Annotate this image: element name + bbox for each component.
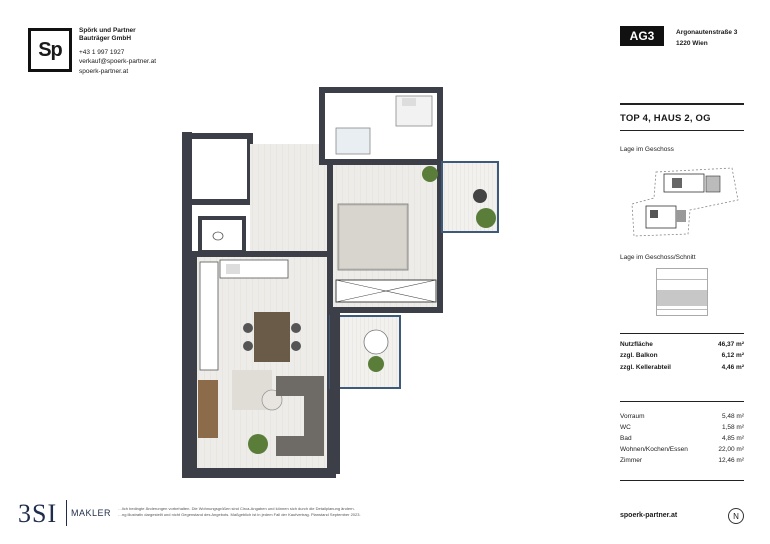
chair: [291, 341, 301, 351]
plant-icon: [248, 434, 268, 454]
company-phone[interactable]: +43 1 997 1927: [79, 49, 125, 56]
project-city: 1220 Wien: [676, 40, 708, 47]
wall-west: [182, 132, 192, 478]
storage-room: [188, 136, 250, 202]
divider: [620, 130, 744, 131]
kitchen-counter: [200, 262, 218, 370]
area-row: zzgl. Kellerabteil 4,46 m²: [620, 364, 744, 371]
compass-icon: N: [728, 508, 744, 524]
company-name: [79, 27, 136, 43]
company-contact: [79, 48, 156, 76]
makler-logo: 3SI: [18, 499, 58, 528]
company-email[interactable]: verkauf@spoerk-partner.at: [79, 58, 157, 66]
project-street: Argonautenstraße 3: [676, 29, 738, 36]
divider: [620, 480, 744, 481]
room-row: Zimmer 12,46 m²: [620, 457, 744, 464]
divider: [620, 103, 744, 105]
sink-icon: [226, 264, 240, 274]
tv-unit: [198, 380, 218, 438]
company-name-line1: Spörk und Partner: [79, 27, 136, 34]
company-logo: Sp: [28, 28, 72, 72]
area-row: Nutzfläche 46,37 m²: [620, 341, 744, 348]
loggia: [330, 316, 400, 388]
balcony-table: [473, 189, 487, 203]
dining-table: [254, 312, 290, 362]
project-badge: AG3: [620, 26, 664, 46]
bath-tub: [336, 128, 370, 154]
bed-duvet: [340, 206, 406, 268]
company-name-line2: Bauträger GmbH: [79, 35, 132, 43]
makler-label: MAKLER: [66, 500, 111, 526]
lage-schnitt-label: Lage im Geschoss/Schnitt: [620, 254, 696, 261]
room-row: Wohnen/Kochen/Essen 22,00 m²: [620, 446, 744, 453]
divider: [620, 333, 744, 334]
plant-icon: [422, 166, 438, 182]
chair: [243, 341, 253, 351]
unit-title: TOP 4, HAUS 2, OG: [620, 113, 711, 124]
wall-east: [330, 310, 340, 474]
wall-south: [190, 468, 336, 478]
loggia-table: [364, 330, 388, 354]
divider: [620, 401, 744, 402]
area-row: zzgl. Balkon 6,12 m²: [620, 352, 744, 359]
lage-geschoss-label: Lage im Geschoss: [620, 146, 674, 153]
room-row: WC 1,58 m²: [620, 424, 744, 431]
disclaimer: …lich bedingte Änderungen vorbehalten. Die Wohnungsgrößen sind Circa-Angaben und können sich durch die Detailplanung ändern. …ng illustrativ dargestellt und nicht Gegenstand des Angebots. Maßgeblich ist in jedem Fall der Kaufvertrag. Planstand September 2023.: [118, 506, 361, 517]
website-link[interactable]: spoerk-partner.at: [620, 512, 678, 519]
toilet-icon: [213, 232, 223, 240]
project-address: [676, 27, 737, 49]
section-plan: [656, 268, 708, 316]
room-row: Bad 4,85 m²: [620, 435, 744, 442]
chair: [291, 323, 301, 333]
chair: [243, 323, 253, 333]
plant-icon: [476, 208, 496, 228]
plant-icon: [368, 356, 384, 372]
bath-sink-icon: [402, 98, 416, 106]
floor-plan: [180, 84, 520, 484]
room-row: Vorraum 5,48 m²: [620, 413, 744, 420]
company-web[interactable]: spoerk-partner.at: [79, 67, 129, 75]
key-plan: [628, 164, 740, 240]
